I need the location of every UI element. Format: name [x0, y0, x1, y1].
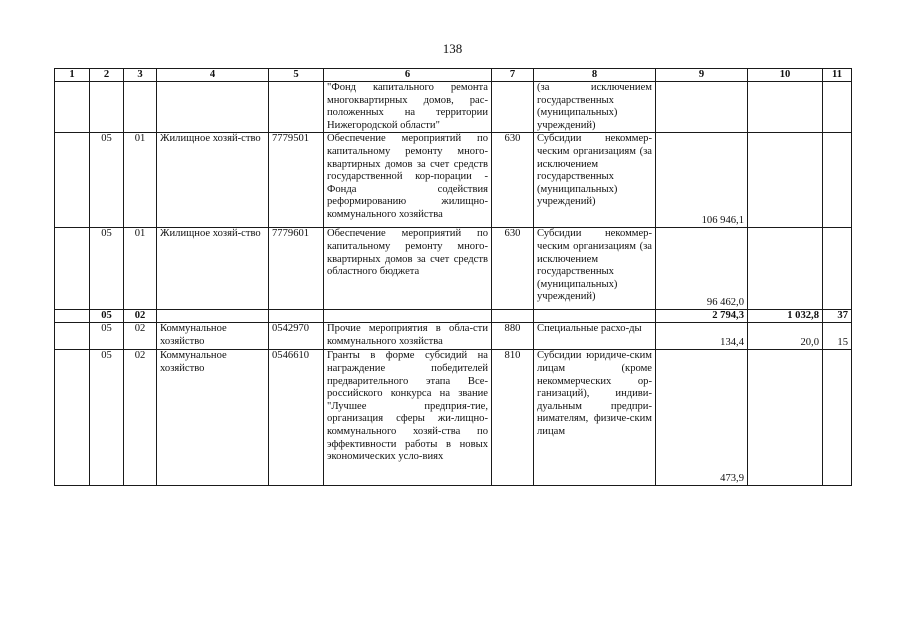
column-header: 5 [269, 69, 324, 82]
cell-amount-2 [748, 133, 823, 228]
cell-section: 05 [90, 350, 124, 486]
cell-section: 05 [90, 228, 124, 310]
cell-expense-type: Субсидии некоммер-ческим организациям (за исключением государственных (муниципальных) учреждений) [534, 228, 656, 310]
header-row [55, 69, 852, 82]
column-header: 4 [157, 69, 269, 82]
cell-subsection-name: Коммунальное хозяйство [157, 323, 269, 350]
cell-col1 [55, 323, 90, 350]
subtotal-row [55, 310, 852, 323]
budget-table [54, 68, 852, 486]
cell-amount-3: 15 [823, 323, 852, 350]
cell-expense-code: 880 [492, 323, 534, 350]
cell-subsection: 02 [124, 323, 157, 350]
cell-expense-type [534, 310, 656, 323]
cell-col1 [55, 310, 90, 323]
cell-description: Гранты в форме субсидий на награждение победителей предварительного этапа Все-российского конкурса на звание "Лучшее предприя-тие, организация сферы жи-лищно-коммунального хозяй-ства по эффективности работы в новых экономических усло-виях [324, 350, 492, 486]
cell-expense-type: Специальные расхо-ды [534, 323, 656, 350]
cell-target-code: 7779501 [269, 133, 324, 228]
cell-subsection [124, 82, 157, 133]
cell-description: "Фонд капитального ремонта многоквартирных домов, рас-положенных на территории Нижегородской области" [324, 82, 492, 133]
cell-amount-3 [823, 228, 852, 310]
cell-description [324, 310, 492, 323]
column-header: 9 [656, 69, 748, 82]
cell-target-code: 7779601 [269, 228, 324, 310]
cell-subsection: 01 [124, 228, 157, 310]
cell-amount-2 [748, 82, 823, 133]
table-row [55, 323, 852, 350]
cell-section [90, 82, 124, 133]
cell-expense-type: Субсидии юридиче-ским лицам (кроме некоммерческих ор-ганизаций), индиви-дуальным предпри-нимателям, физиче-ским лицам [534, 350, 656, 486]
cell-section: 05 [90, 310, 124, 323]
cell-subsection: 02 [124, 310, 157, 323]
column-header: 10 [748, 69, 823, 82]
table-row [55, 133, 852, 228]
cell-amount: 2 794,3 [656, 310, 748, 323]
cell-amount-2: 20,0 [748, 323, 823, 350]
cell-description: Прочие мероприятия в обла-сти коммунального хозяйства [324, 323, 492, 350]
cell-description: Обеспечение мероприятий по капитальному ремонту много-квартирных домов за счет средств государственной кор-порации - Фонда содействия реформированию жилищно-коммунального хозяйства [324, 133, 492, 228]
cell-subsection-name: Коммунальное хозяйство [157, 350, 269, 486]
column-header: 11 [823, 69, 852, 82]
column-header: 3 [124, 69, 157, 82]
cell-expense-code [492, 310, 534, 323]
column-header: 1 [55, 69, 90, 82]
table-row [55, 228, 852, 310]
cell-expense-type: (за исключением государственных (муниципальных) учреждений) [534, 82, 656, 133]
cell-amount: 134,4 [656, 323, 748, 350]
cell-amount-2 [748, 228, 823, 310]
cell-expense-code: 630 [492, 133, 534, 228]
cell-target-code: 0542970 [269, 323, 324, 350]
cell-amount: 473,9 [656, 350, 748, 486]
cell-col1 [55, 350, 90, 486]
cell-amount-3: 37 [823, 310, 852, 323]
cell-amount: 106 946,1 [656, 133, 748, 228]
cell-expense-code: 630 [492, 228, 534, 310]
cell-target-code [269, 310, 324, 323]
cell-expense-type: Субсидии некоммер-ческим организациям (за исключением государственных (муниципальных) учреждений) [534, 133, 656, 228]
cell-subsection: 01 [124, 133, 157, 228]
table-row [55, 82, 852, 133]
cell-subsection-name: Жилищное хозяй-ство [157, 228, 269, 310]
cell-amount-2: 1 032,8 [748, 310, 823, 323]
cell-target-code [269, 82, 324, 133]
cell-subsection-name [157, 310, 269, 323]
page-number: 138 [442, 41, 463, 56]
column-header: 2 [90, 69, 124, 82]
cell-col1 [55, 133, 90, 228]
cell-amount-3 [823, 350, 852, 486]
cell-amount [656, 82, 748, 133]
cell-col1 [55, 82, 90, 133]
cell-amount-3 [823, 133, 852, 228]
cell-expense-code: 810 [492, 350, 534, 486]
column-header: 6 [324, 69, 492, 82]
column-header: 7 [492, 69, 534, 82]
cell-target-code: 0546610 [269, 350, 324, 486]
cell-amount-3 [823, 82, 852, 133]
cell-amount-2 [748, 350, 823, 486]
cell-col1 [55, 228, 90, 310]
cell-subsection: 02 [124, 350, 157, 486]
cell-section: 05 [90, 323, 124, 350]
cell-description: Обеспечение мероприятий по капитальному ремонту много-квартирных домов за счет средств областного бюджета [324, 228, 492, 310]
cell-amount: 96 462,0 [656, 228, 748, 310]
cell-subsection-name: Жилищное хозяй-ство [157, 133, 269, 228]
table-row [55, 350, 852, 486]
column-header: 8 [534, 69, 656, 82]
cell-section: 05 [90, 133, 124, 228]
cell-expense-code [492, 82, 534, 133]
cell-subsection-name [157, 82, 269, 133]
